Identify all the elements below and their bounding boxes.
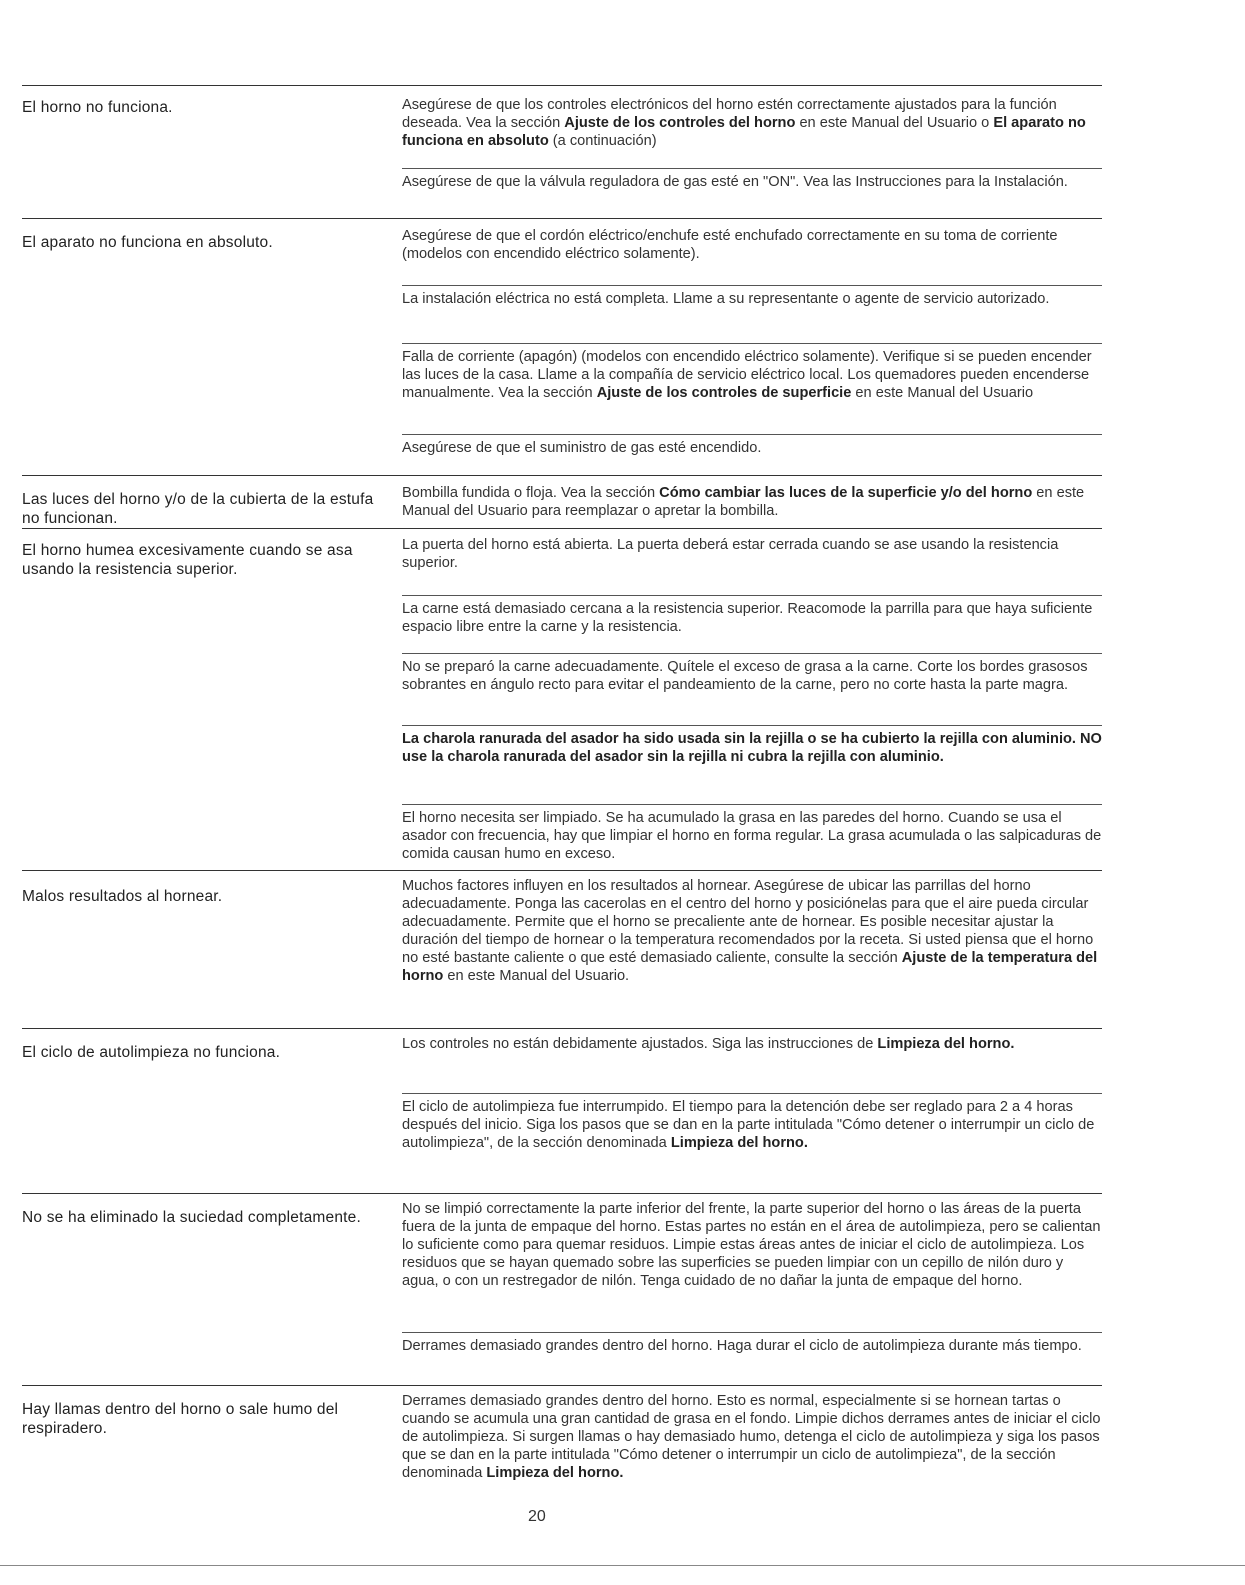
solution-text — [402, 484, 1102, 520]
trouble-row — [22, 218, 1102, 456]
problem-text: El horno humea excesivamente cuando se asa usando la resistencia superior. — [22, 542, 353, 578]
solution-segment: en este Manual del Usuario — [851, 385, 1034, 401]
solution-text — [402, 1200, 1102, 1290]
solution-text — [402, 1392, 1102, 1482]
solution-text — [402, 1332, 1102, 1355]
solution-segment: Derrames demasiado grandes dentro del horno. Haga durar el ciclo de autolimpieza durante más tiempo. — [402, 1338, 1082, 1354]
bold-reference: Ajuste de los controles del horno — [564, 115, 796, 131]
problem-text: No se ha eliminado la suciedad completamente. — [22, 1209, 361, 1226]
trouble-row — [22, 475, 1102, 527]
solution-segment: Muchos factores influyen en los resultados al hornear. Asegúrese de ubicar las parrillas del horno adecuadamente. Ponga las cacerolas en el centro del horno y posiciónelas para que el aire pueda circular adecuadamente. Permite que el horno se precaliente ante de hornear. Es posible necesitar ajustar la duración del tiempo de hornear o la temperatura recomendados por la receta. Si usted piensa que el horno no esté bastante caliente o que esté demasiado caliente, consulte la sección — [402, 878, 1094, 966]
solution-text — [402, 285, 1102, 308]
bold-reference: Limpieza del horno. — [877, 1036, 1015, 1052]
solution-segment: El ciclo de autolimpieza fue interrumpido. El tiempo para la detención debe ser reglado para 2 a 4 horas después del inicio. Siga los pasos que se dan en la parte intitulada "Cómo detener o interrumpir un ciclo de autolimpieza", de la sección denominada — [402, 1099, 1095, 1151]
solution-segment: en este Manual del Usuario para reemplazar o apretar la bombilla. — [402, 485, 1085, 519]
bold-reference: Limpieza del horno. — [670, 1135, 808, 1151]
solution-segment: en este Manual del Usuario o — [795, 115, 994, 131]
bold-reference: Ajuste de la temperatura del horno — [402, 950, 1098, 984]
solution-text — [402, 1093, 1102, 1152]
solution-text — [402, 653, 1102, 694]
solution-segment: (a continuación) — [548, 133, 657, 149]
solution-text — [402, 227, 1102, 263]
solution-text — [402, 343, 1102, 402]
trouble-row — [22, 1028, 1102, 1151]
solution-segment: Falla de corriente (apagón) (modelos con encendido eléctrico solamente). Verifique si se pueden encender las luces de la casa. Llame a la compañía de servicio eléctrico local. Los quemadores pueden encenderse manualmente. Vea la sección — [402, 349, 1092, 401]
bold-reference: La charola ranurada del asador ha sido usada sin la rejilla o se ha cubierto la rejilla con aluminio. NO use la charola ranurada del asador sin la rejilla ni cubra la rejilla con aluminio. — [402, 731, 1102, 765]
trouble-row — [22, 528, 1102, 862]
solution-text — [402, 595, 1102, 636]
solution-segment: Derrames demasiado grandes dentro del horno. Esto es normal, especialmente si se hornean tartas o cuando se acumula una gran cantidad de grasa en el fondo. Limpie dichos derrames antes de iniciar el ciclo de autolimpieza. Si surgen llamas o hay demasiado humo, detenga el ciclo de autolimpieza y siga los pasos que se dan en la parte intitulada "Cómo detener o interrumpir un ciclo de autolimpieza", de la sección denominada — [402, 1393, 1101, 1481]
solution-text — [402, 804, 1102, 863]
solution-text — [402, 536, 1102, 572]
solution-segment: Bombilla fundida o floja. Vea la sección — [402, 485, 660, 501]
problem-text: El horno no funciona. — [22, 99, 173, 116]
solution-segment: La carne está demasiado cercana a la resistencia superior. Reacomode la parrilla para que haya suficiente espacio libre entre la carne y la resistencia. — [402, 601, 1093, 635]
solution-segment: La instalación eléctrica no está completa. Llame a su representante o agente de servicio autorizado. — [402, 291, 1050, 307]
trouble-row — [22, 85, 1102, 190]
problem-text: Las luces del horno y/o de la cubierta de la estufa no funcionan. — [22, 491, 374, 527]
solution-segment: Asegúrese de que el cordón eléctrico/enchufe esté enchufado correctamente en su toma de corriente (modelos con encendido eléctrico solamente). — [402, 228, 1058, 262]
solution-segment: en este Manual del Usuario. — [443, 968, 630, 984]
solution-text — [402, 877, 1102, 985]
problem-text: El aparato no funciona en absoluto. — [22, 234, 273, 251]
solution-segment: El horno necesita ser limpiado. Se ha acumulado la grasa en las paredes del horno. Cuando se usa el asador con frecuencia, hay que limpiar el horno en forma regular. La grasa acumulada o las salpicaduras de comida causan humo en exceso. — [402, 810, 1102, 862]
solution-text — [402, 434, 1102, 457]
solution-text — [402, 725, 1102, 766]
page-number: 20 — [528, 1508, 546, 1525]
solution-text — [402, 1035, 1102, 1053]
problem-text: Hay llamas dentro del horno o sale humo del respiradero. — [22, 1401, 339, 1437]
trouble-row — [22, 870, 1102, 984]
solution-text — [402, 168, 1102, 191]
solution-segment: Los controles no están debidamente ajustados. Siga las instrucciones de — [402, 1036, 878, 1052]
solution-segment: Asegúrese de que los controles electrónicos del horno estén correctamente ajustados para la función deseada. Vea la sección — [402, 97, 1057, 131]
solution-text — [402, 96, 1102, 150]
trouble-row — [22, 1193, 1102, 1354]
solution-segment: No se limpió correctamente la parte inferior del frente, la parte superior del horno o las áreas de la puerta fuera de la junta de empaque del horno. Estas partes no están en el área de autolimpieza, pero se calientan lo suficiente como para quemar residuos. Limpie estas áreas antes de iniciar el ciclo de autolimpieza. Los residuos que se hayan quemado sobre las superficies se pueden limpiar con un cepillo de nilón duro y agua, o con un restregador de nilón. Tenga cuidado de no dañar la junta de empaque del horno. — [402, 1201, 1101, 1289]
bold-reference: Limpieza del horno. — [486, 1465, 624, 1481]
trouble-row — [22, 1385, 1102, 1481]
bottom-rule — [0, 1565, 1245, 1566]
solution-segment: No se preparó la carne adecuadamente. Quítele el exceso de grasa a la carne. Corte los bordes grasosos sobrantes en ángulo recto para evitar el pandeamiento de la carne, pero no corte hasta la parte magra. — [402, 659, 1088, 693]
solution-segment: Asegúrese de que el suministro de gas esté encendido. — [402, 440, 762, 456]
bold-reference: Cómo cambiar las luces de la superficie y/o del horno — [659, 485, 1033, 501]
solution-segment: La puerta del horno está abierta. La puerta deberá estar cerrada cuando se ase usando la resistencia superior. — [402, 537, 1059, 571]
bold-reference: El aparato no funciona en absoluto — [402, 115, 1086, 149]
bold-reference: Ajuste de los controles de superficie — [596, 385, 852, 401]
problem-text: Malos resultados al hornear. — [22, 888, 223, 905]
problem-text: El ciclo de autolimpieza no funciona. — [22, 1044, 281, 1061]
solution-segment: Asegúrese de que la válvula reguladora de gas esté en "ON". Vea las Instrucciones para la Instalación. — [402, 174, 1068, 190]
